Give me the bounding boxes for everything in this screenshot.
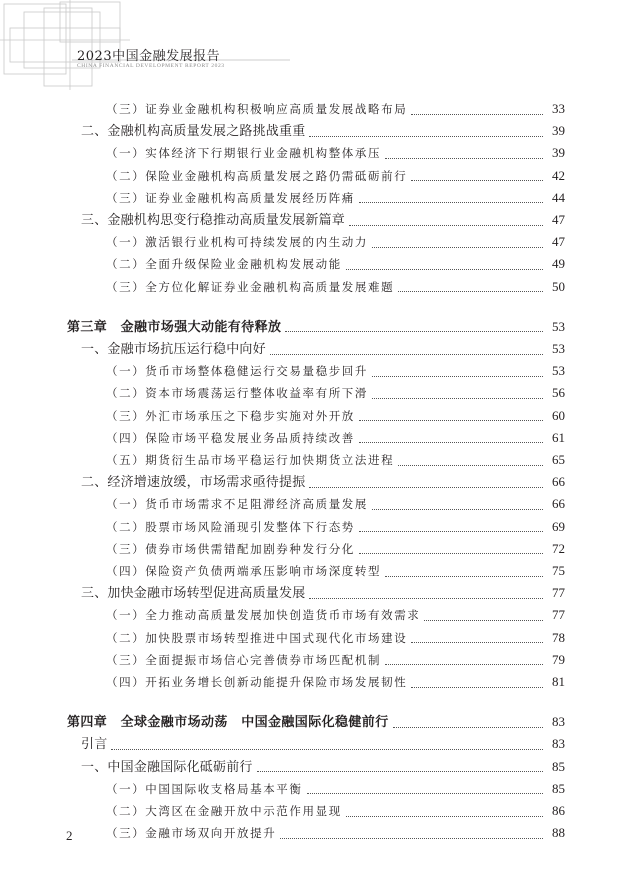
- toc-entry-page: 53: [552, 318, 565, 334]
- report-title: 2023中国金融发展报告: [77, 49, 221, 64]
- toc-entry-label: （四）保险市场平稳发展业务品质持续改善: [106, 430, 355, 445]
- toc-dot-leader: [359, 539, 543, 554]
- toc-entry-page: 66: [552, 474, 565, 490]
- toc-entry-page: 69: [552, 518, 565, 534]
- toc-entry-page: 49: [552, 256, 565, 272]
- toc-entry-label: 一、中国金融国际化砥砺前行: [81, 759, 253, 775]
- toc-entry-label: （一）中国国际收支格局基本平衡: [106, 781, 303, 796]
- toc-entry-page: 50: [552, 278, 565, 294]
- toc-subsection-entry: [106, 822, 565, 844]
- toc-subsection-entry: [106, 231, 565, 253]
- toc-entry-label: 引言: [81, 737, 108, 753]
- toc-entry-label: （二）全面升级保险业金融机构发展动能: [106, 257, 342, 272]
- toc-dot-leader: [349, 211, 543, 226]
- toc-entry-page: 85: [552, 780, 565, 796]
- toc-entry-label: （四）保险资产负债两端承压影响市场深度转型: [106, 564, 382, 578]
- toc-entry-page: 78: [552, 629, 565, 645]
- toc-entry-label: 三、金融机构思变行稳推动高质量发展新篇章: [81, 213, 346, 228]
- toc-entry-label: （二）大湾区在金融开放中示范作用显现: [106, 804, 342, 818]
- toc-entry-page: 79: [552, 651, 565, 667]
- toc-entry-label: （二）股票市场风险涌现引发整体下行态势: [106, 519, 355, 534]
- toc-subsection-entry: [106, 360, 565, 382]
- toc-dot-leader: [346, 255, 543, 270]
- toc-dot-leader: [393, 713, 543, 728]
- toc-subsection-entry: [106, 560, 565, 582]
- toc-chapter-entry: [67, 711, 565, 733]
- toc-entry-page: 88: [552, 825, 565, 841]
- toc-dot-leader: [257, 757, 543, 772]
- toc-dot-leader: [385, 144, 543, 159]
- toc-entry-label: 一、金融市场抗压运行稳中向好: [81, 342, 266, 357]
- toc-entry-page: 42: [552, 167, 565, 183]
- toc-entry-page: 39: [552, 145, 565, 161]
- toc-dot-leader: [309, 584, 543, 599]
- toc-dot-leader: [280, 824, 543, 839]
- toc-dot-leader: [346, 802, 543, 817]
- toc-dot-leader: [111, 735, 543, 750]
- toc-entry-label: （三）债券市场供需错配加剧券种发行分化: [106, 541, 355, 556]
- toc-subsection-entry: [106, 165, 565, 187]
- toc-entry-page: 66: [552, 496, 565, 512]
- toc-dot-leader: [359, 517, 543, 532]
- toc-dot-leader: [411, 100, 543, 115]
- toc-entry-page: 75: [552, 563, 565, 578]
- toc-entry-label: （三）金融市场双向开放提升: [106, 826, 277, 841]
- toc-entry-page: 72: [552, 540, 565, 556]
- toc-entry-label: （一）激活银行业机构可持续发展的内生动力: [106, 235, 368, 250]
- toc-entry-page: 85: [552, 758, 565, 774]
- toc-dot-leader: [385, 650, 543, 665]
- toc-entry-label: 三、加快金融市场转型促进高质量发展: [81, 586, 306, 602]
- toc-entry-label: 第四章 全球金融市场动荡 中国金融国际化稳健前行: [67, 715, 389, 731]
- toc-dot-leader: [424, 606, 543, 621]
- toc-dot-leader: [307, 779, 544, 794]
- toc-subsection-entry: [106, 604, 565, 626]
- toc-subsection-entry: [106, 627, 565, 649]
- toc-subsection-entry: [106, 493, 565, 515]
- toc-entry-page: 77: [552, 607, 565, 623]
- toc-entry-label: （一）全力推动高质量发展加快创造货币市场有效需求: [106, 608, 421, 623]
- toc-section-entry: [81, 471, 565, 493]
- toc-entry-page: 65: [552, 452, 565, 467]
- toc-subsection-entry: [106, 405, 565, 427]
- toc-entry-page: 53: [552, 363, 565, 379]
- toc-subsection-entry: [106, 649, 565, 671]
- toc-dot-leader: [359, 428, 543, 443]
- toc-entry-page: 53: [552, 341, 565, 356]
- toc-entry-label: （一）货币市场整体稳健运行交易量稳步回升: [106, 364, 368, 379]
- toc-section-entry: [81, 756, 565, 778]
- toc-section-entry: [81, 733, 565, 755]
- toc-entry-page: 81: [552, 674, 565, 689]
- toc-subsection-entry: [106, 187, 565, 209]
- toc-section-entry: [81, 120, 565, 142]
- toc-entry-page: 56: [552, 385, 565, 401]
- toc-entry-label: （三）外汇市场承压之下稳步实施对外开放: [106, 408, 355, 423]
- toc-subsection-entry: [106, 382, 565, 404]
- toc-dot-leader: [285, 317, 543, 332]
- toc-entry-label: （三）全方位化解证券业金融机构高质量发展难题: [106, 279, 395, 294]
- toc-subsection-entry: [106, 253, 565, 275]
- toc-dot-leader: [411, 673, 543, 688]
- toc-entry-page: 86: [552, 803, 565, 818]
- toc-entry-label: （二）资本市场震荡运行整体收益率有所下滑: [106, 386, 368, 401]
- toc-section-entry: [81, 582, 565, 604]
- toc-dot-leader: [372, 233, 543, 248]
- toc-subsection-entry: [106, 142, 565, 164]
- toc-entry-page: 47: [552, 212, 565, 227]
- toc-entry-label: （一）实体经济下行期银行业金融机构整体承压: [106, 146, 382, 161]
- toc-entry-label: （四）开拓业务增长创新动能提升保险市场发展韧性: [106, 675, 408, 689]
- toc-entry-label: （三）证券业金融机构积极响应高质量发展战略布局: [106, 102, 408, 116]
- toc-entry-page: 83: [552, 714, 565, 730]
- toc-dot-leader: [359, 188, 543, 203]
- toc-section-entry: [81, 209, 565, 231]
- toc-subsection-entry: [106, 538, 565, 560]
- toc-dot-leader: [398, 451, 543, 466]
- toc-entry-page: 61: [552, 429, 565, 445]
- toc-entry-label: 二、金融机构高质量发展之路挑战重重: [81, 124, 306, 140]
- toc-subsection-entry: [106, 98, 565, 120]
- toc-dot-leader: [359, 406, 543, 421]
- toc-subsection-entry: [106, 427, 565, 449]
- toc-entry-label: （三）全面提振市场信心完善债券市场匹配机制: [106, 652, 382, 667]
- toc-entry-label: （二）保险业金融机构高质量发展之路仍需砥砺前行: [106, 168, 408, 183]
- toc-subsection-entry: [106, 276, 565, 298]
- toc-entry-page: 44: [552, 189, 565, 205]
- toc-dot-leader: [372, 362, 543, 377]
- page-number: 2: [66, 828, 73, 843]
- toc-dot-leader: [385, 562, 543, 577]
- toc-subsection-entry: [106, 516, 565, 538]
- toc-dot-leader: [372, 495, 543, 510]
- toc-subsection-entry: [106, 671, 565, 693]
- toc-entry-page: 83: [552, 736, 565, 752]
- toc-entry-label: （五）期货衍生品市场平稳运行加快期货立法进程: [106, 453, 395, 467]
- toc-entry-label: （一）货币市场需求不足阻滞经济高质量发展: [106, 497, 368, 512]
- toc-entry-label: （二）加快股票市场转型推进中国式现代化市场建设: [106, 630, 408, 645]
- toc-dot-leader: [372, 384, 543, 399]
- toc-entry-page: 33: [552, 101, 565, 116]
- toc-section-entry: [81, 338, 565, 360]
- toc-entry-label: 二、经济增速放缓，市场需求亟待提振: [81, 475, 306, 491]
- toc-dot-leader: [309, 122, 543, 137]
- toc-entry-page: 77: [552, 585, 565, 601]
- report-subtitle: CHINA FINANCIAL DEVELOPMENT REPORT 2023: [77, 63, 225, 69]
- toc-entry-label: （三）证券业金融机构高质量发展经历阵痛: [106, 190, 355, 205]
- toc-entry-label: 第三章 金融市场强大动能有待释放: [67, 319, 282, 335]
- toc-subsection-entry: [106, 800, 565, 822]
- toc-entry-page: 47: [552, 234, 565, 250]
- toc-entry-page: 39: [552, 123, 565, 139]
- toc-dot-leader: [309, 473, 543, 488]
- toc-dot-leader: [398, 277, 543, 292]
- toc-subsection-entry: [106, 449, 565, 471]
- toc-dot-leader: [411, 628, 543, 643]
- toc-chapter-entry: [67, 316, 565, 338]
- toc-subsection-entry: [106, 778, 565, 800]
- toc-dot-leader: [411, 166, 543, 181]
- toc-entry-page: 60: [552, 407, 565, 423]
- toc-dot-leader: [270, 340, 543, 355]
